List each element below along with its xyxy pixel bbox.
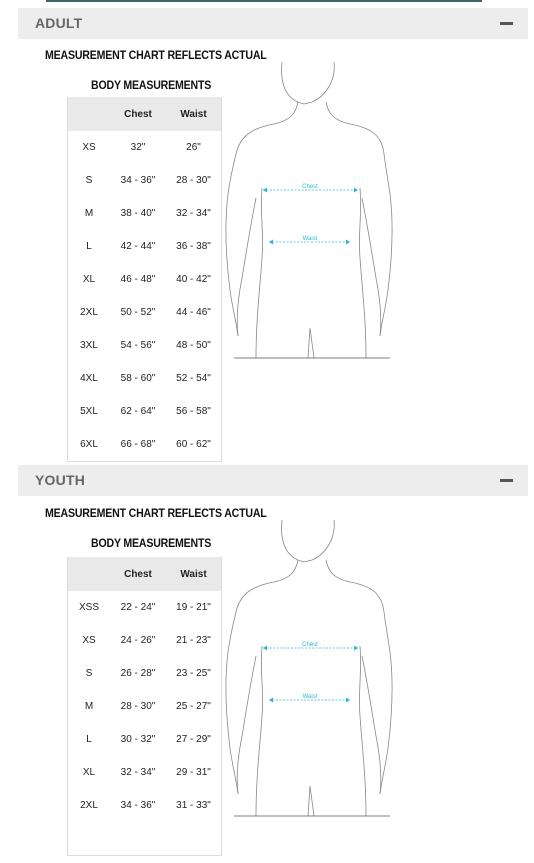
- top-accent-bar: [46, 0, 482, 2]
- size-cell: 4XL: [80, 373, 98, 384]
- table-row: [68, 395, 221, 428]
- size-cell: 6XL: [80, 439, 98, 450]
- size-cell: L: [86, 734, 92, 745]
- table-row: [68, 329, 221, 362]
- table-row: [68, 164, 221, 197]
- size-cell: M: [84, 701, 94, 712]
- waist-cell: 44 - 46": [176, 307, 211, 318]
- body-measurement-figure-youth: [222, 516, 397, 819]
- collapse-minus-icon[interactable]: [500, 22, 513, 25]
- waist-cell: 32 - 34": [176, 208, 211, 219]
- size-cell: XS: [82, 142, 96, 153]
- waist-cell: 52 - 54": [176, 373, 211, 384]
- waist-cell: 23 - 25": [176, 668, 211, 679]
- waist-cell: 19 - 21": [176, 602, 211, 613]
- chart-caption: MEASUREMENT CHART REFLECTS ACTUAL: [45, 508, 267, 520]
- table-row: [68, 131, 221, 164]
- table-header-row: [68, 97, 221, 131]
- chest-cell: 32": [130, 142, 146, 153]
- header-chest: Chest: [124, 568, 152, 580]
- waist-cell: 56 - 58": [176, 406, 211, 417]
- chest-cell: 46 - 48": [120, 274, 156, 285]
- size-cell: XSS: [78, 602, 99, 613]
- table-row: [68, 296, 221, 329]
- table-caption: BODY MEASUREMENTS: [91, 80, 212, 92]
- size-cell: XS: [82, 635, 96, 646]
- table-row: [68, 690, 221, 723]
- section-title: YOUTH: [35, 472, 85, 488]
- waist-cell: 28 - 30": [176, 175, 211, 186]
- chest-cell: 62 - 64": [120, 406, 156, 417]
- size-cell: 3XL: [80, 340, 98, 351]
- table-caption: BODY MEASUREMENTS: [91, 538, 212, 550]
- chest-cell: 50 - 52": [120, 307, 156, 318]
- waist-cell: 40 - 42": [176, 274, 211, 285]
- size-cell: XL: [82, 274, 96, 285]
- table-header-row: [68, 557, 221, 591]
- size-cell: [68, 822, 110, 855]
- size-cell: 2XL: [80, 800, 98, 811]
- size-cell: L: [86, 241, 92, 252]
- waist-cell: 25 - 27": [176, 701, 211, 712]
- accordion-header-youth[interactable]: [18, 465, 528, 496]
- header-size: [68, 97, 110, 131]
- waist-cell: 48 - 50": [176, 340, 211, 351]
- table-row: [68, 756, 221, 789]
- waist-measure-label: Waist: [302, 694, 318, 700]
- header-waist: Waist: [180, 108, 207, 120]
- table-row: [68, 263, 221, 296]
- size-cell: 5XL: [80, 406, 98, 417]
- collapse-minus-icon[interactable]: [500, 479, 513, 482]
- chest-measure-label: Chest: [302, 184, 318, 190]
- chest-cell: 34 - 36": [120, 800, 156, 811]
- chest-cell: 38 - 40": [120, 208, 156, 219]
- table-row: [68, 197, 221, 230]
- waist-cell: 27 - 29": [176, 734, 211, 745]
- chest-cell: 54 - 56": [120, 340, 156, 351]
- chest-cell: 26 - 28": [120, 668, 156, 679]
- header-size: [68, 557, 110, 591]
- table-row: [68, 789, 221, 822]
- chest-cell: 42 - 44": [120, 241, 156, 252]
- waist-cell: 36 - 38": [176, 241, 211, 252]
- table-row: [68, 230, 221, 263]
- size-cell: S: [85, 175, 93, 186]
- size-cell: XL: [82, 767, 96, 778]
- header-waist: Waist: [180, 568, 207, 580]
- header-chest: Chest: [124, 108, 152, 120]
- table-row: [68, 362, 221, 395]
- table-row: [68, 591, 221, 624]
- table-row: [68, 428, 221, 461]
- waist-cell: 60 - 62": [176, 439, 211, 450]
- waist-measure-label: Waist: [302, 236, 318, 242]
- size-cell: S: [85, 668, 93, 679]
- chest-cell: 58 - 60": [120, 373, 156, 384]
- chest-cell: [110, 822, 166, 855]
- waist-cell: 26": [186, 142, 201, 153]
- chest-cell: 24 - 26": [120, 635, 156, 646]
- size-table-adult: [67, 97, 222, 462]
- table-row: [68, 822, 221, 855]
- chart-caption: MEASUREMENT CHART REFLECTS ACTUAL: [45, 50, 267, 62]
- waist-cell: 31 - 33": [176, 800, 211, 811]
- waist-cell: 21 - 23": [176, 635, 211, 646]
- table-row: [68, 624, 221, 657]
- body-measurement-figure-adult: [222, 58, 397, 361]
- chest-cell: 34 - 36": [120, 175, 156, 186]
- chest-cell: 32 - 34": [120, 767, 156, 778]
- size-cell: 2XL: [80, 307, 98, 318]
- accordion-header-adult[interactable]: [18, 8, 528, 39]
- chest-cell: 22 - 24": [120, 602, 156, 613]
- size-table-youth: [67, 557, 222, 856]
- chest-cell: 28 - 30": [120, 701, 156, 712]
- table-row: [68, 723, 221, 756]
- section-title: ADULT: [35, 15, 83, 31]
- chest-measure-label: Chest: [302, 642, 318, 648]
- waist-cell: [166, 822, 221, 855]
- table-row: [68, 657, 221, 690]
- chest-cell: 30 - 32": [120, 734, 156, 745]
- chest-cell: 66 - 68": [120, 439, 156, 450]
- size-cell: M: [84, 208, 94, 219]
- waist-cell: 29 - 31": [176, 767, 211, 778]
